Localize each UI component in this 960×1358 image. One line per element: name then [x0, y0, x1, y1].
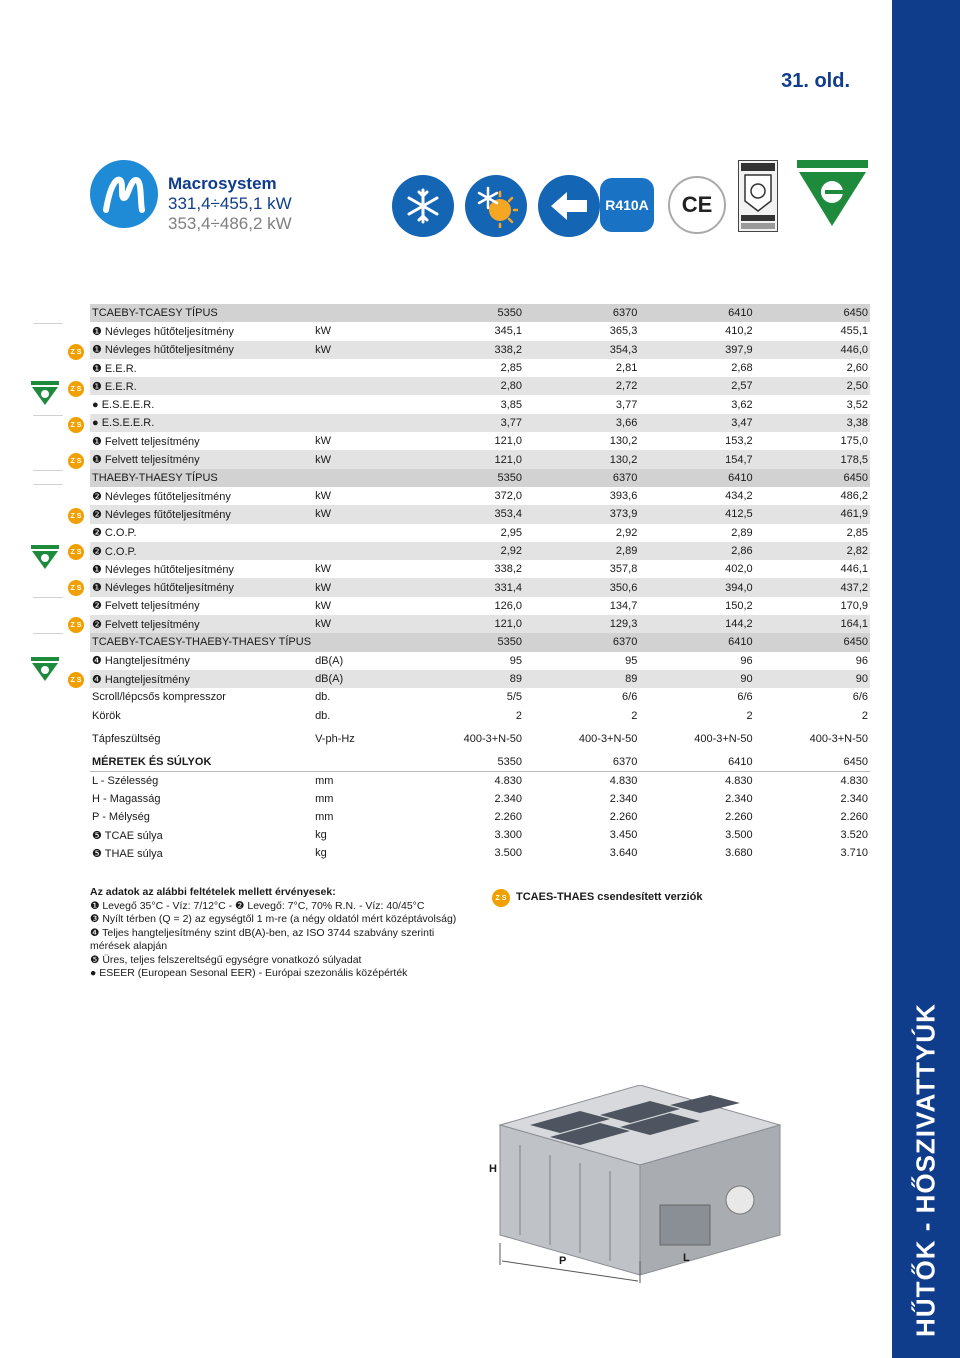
row-value: 3.450	[609, 829, 638, 842]
table-row	[90, 395, 870, 413]
row-value: 6450	[755, 633, 870, 651]
row-value: 6410	[639, 304, 754, 322]
row-value: 393,6	[609, 490, 638, 503]
note-line: ❸ Nyílt térben (Q = 2) az egységtől 1 m-re (a négy oldatól mért középtávolság)	[90, 913, 457, 925]
row-value: 6370	[524, 753, 639, 771]
row-value: 3.500	[725, 829, 753, 842]
row-value: 6410	[639, 633, 754, 651]
row-value: 412,5	[639, 505, 754, 523]
row-value: 434,2	[725, 490, 753, 503]
table-row	[90, 808, 870, 826]
row-value: 354,3	[524, 341, 639, 359]
notes	[90, 886, 470, 981]
page-number: 31. old.	[781, 70, 850, 92]
notes-title: Az adatok az alábbi feltételek mellett érvényesek:	[90, 886, 336, 898]
table-row	[90, 524, 870, 542]
row-value: 338,2	[409, 341, 524, 359]
table-row	[90, 377, 870, 395]
row-value: 89	[524, 670, 639, 688]
row-value: 373,9	[524, 505, 639, 523]
row-unit: V-ph-Hz	[315, 732, 355, 745]
row-value: 3,38	[755, 414, 870, 432]
note-line: ❺ Üres, teljes felszereltségű egységre vonatkozó súlyadat	[90, 953, 362, 966]
table-row	[90, 725, 870, 753]
row-value: 3.710	[840, 847, 868, 860]
table-header-row	[90, 469, 870, 487]
row-value: 455,1	[840, 325, 868, 338]
row-value: 2,85	[500, 362, 523, 375]
silent-version-badge: Z S	[68, 672, 84, 688]
row-value: 96	[855, 654, 868, 667]
side-label: HŰTŐK - HŐSZIVATTYÚK	[910, 1003, 941, 1337]
row-value: 6450	[755, 469, 870, 487]
row-unit: kW	[315, 325, 331, 338]
row-value: 3,47	[639, 414, 754, 432]
brand-title: Macrosystem	[168, 174, 277, 193]
row-label: ● E.S.E.E.R.	[90, 414, 313, 432]
row-unit	[313, 542, 409, 560]
row-label: ❷ Névleges fűtőteljesítmény	[90, 505, 313, 523]
eurovent-mini-icon	[30, 656, 60, 682]
row-value: 4.830	[494, 774, 523, 787]
row-label: ❶ Névleges hűtőteljesítmény	[92, 563, 234, 576]
row-value: 2,57	[639, 377, 754, 395]
row-unit: db.	[315, 709, 331, 722]
row-label: ❷ Felvett teljesítmény	[90, 615, 313, 633]
row-value: 461,9	[755, 505, 870, 523]
row-value: 400-3+N-50	[578, 732, 638, 745]
table-row	[90, 542, 870, 560]
row-value: 2	[746, 709, 753, 722]
table-row	[90, 688, 870, 706]
row-value: 6410	[639, 753, 754, 771]
row-value: 2,89	[524, 542, 639, 560]
note-line: ❶ Levegő 35°C - Víz: 7/12°C - ❷ Levegő: 7°C, 70% R.N. - Víz: 40/45°C	[90, 899, 425, 912]
row-value: 2.260	[840, 810, 868, 823]
row-unit: kW	[315, 435, 331, 448]
row-value: 410,2	[725, 325, 753, 338]
dimension-l-label: L	[683, 1252, 690, 1264]
row-value: 400-3+N-50	[809, 732, 868, 745]
row-value: 338,2	[494, 563, 523, 576]
silent-version-badge: Z S	[492, 889, 510, 907]
row-value: 2,85	[846, 526, 868, 539]
row-label: ❷ Felvett teljesítmény	[92, 600, 200, 613]
ce-mark-icon: CE	[668, 176, 726, 234]
row-value: 397,9	[639, 341, 754, 359]
row-value: 2,89	[731, 526, 753, 539]
arrow-left-icon	[538, 175, 600, 237]
r410a-badge: R410A	[600, 178, 654, 232]
brand-capacity-cooling: 331,4÷455,1 kW	[168, 194, 292, 213]
table-row	[90, 844, 870, 862]
row-value: 3.520	[840, 829, 868, 842]
silent-version-badge: Z S	[68, 508, 84, 524]
row-value: 331,4	[409, 578, 524, 596]
row-value: 3,52	[846, 398, 868, 411]
row-unit	[313, 414, 409, 432]
row-label: L - Szélesség	[92, 774, 159, 787]
table-row	[90, 826, 870, 844]
eurovent-mini-icon	[30, 380, 60, 406]
silent-version-badge: Z S	[68, 453, 84, 469]
row-value: 2.340	[609, 792, 638, 805]
row-unit: mm	[315, 810, 334, 823]
row-value: 6450	[755, 304, 870, 322]
row-value: 372,0	[494, 490, 523, 503]
row-value: 2.340	[725, 792, 753, 805]
margin-rule	[33, 323, 63, 324]
bureau-veritas-icon	[738, 160, 778, 232]
table-row	[90, 771, 870, 789]
row-value: 2,92	[409, 542, 524, 560]
row-label: Körök	[92, 709, 121, 722]
row-value: 402,0	[725, 563, 753, 576]
row-label: Tápfeszültség	[92, 732, 161, 745]
row-value: 2,82	[755, 542, 870, 560]
row-unit	[313, 395, 409, 413]
row-label: ❷ C.O.P.	[92, 527, 137, 540]
table-header-row	[90, 304, 870, 322]
row-value: 357,8	[609, 563, 638, 576]
silent-version-badge: Z S	[68, 544, 84, 560]
row-value: 2,50	[755, 377, 870, 395]
row-unit: kW	[313, 615, 409, 633]
margin-rule	[33, 470, 63, 471]
table-row	[90, 414, 870, 432]
table-row	[90, 450, 870, 468]
row-value: 486,2	[840, 490, 868, 503]
table-header-row	[90, 633, 870, 651]
row-value: 2,92	[615, 526, 638, 539]
sun-snowflake-icon	[465, 175, 527, 237]
dimension-p-label: P	[559, 1255, 567, 1267]
table-row	[90, 487, 870, 505]
row-value: 2.260	[609, 810, 638, 823]
row-value: 3.640	[609, 847, 638, 860]
row-unit: kg	[315, 847, 327, 860]
row-label: ❶ Névleges hűtőteljesítmény	[92, 325, 234, 338]
note-line: ● ESEER (European Sesonal EER) - Európai szezonális középérték	[90, 967, 408, 979]
silent-version-badge: Z S	[68, 617, 84, 633]
table-row	[90, 707, 870, 725]
row-value: 2	[861, 709, 868, 722]
row-unit	[313, 469, 409, 487]
row-value: 3.500	[494, 847, 523, 860]
row-label: THAEBY-THAESY TÍPUS	[90, 469, 313, 487]
row-value: 6370	[524, 304, 639, 322]
row-label: ❶ Felvett teljesítmény	[90, 450, 313, 468]
row-label: MÉRETEK ÉS SÚLYOK	[90, 753, 313, 771]
row-unit: kW	[315, 490, 331, 503]
row-value: 2	[515, 709, 523, 722]
row-value: 2,68	[731, 362, 753, 375]
eurovent-mini-icon	[30, 544, 60, 570]
row-unit: mm	[315, 792, 334, 805]
row-value: 345,1	[494, 325, 523, 338]
row-value: 144,2	[639, 615, 754, 633]
snowflake-icon	[392, 175, 454, 237]
row-label: ❺ THAE súlya	[92, 847, 163, 860]
table-row	[90, 578, 870, 596]
row-value: 2.260	[494, 810, 523, 823]
silent-version-badge: Z S	[68, 381, 84, 397]
row-value: 3.680	[725, 847, 753, 860]
table-row	[90, 615, 870, 633]
row-value: 5350	[409, 304, 524, 322]
row-value: 2	[631, 709, 638, 722]
row-label: ❶ Névleges hűtőteljesítmény	[90, 341, 313, 359]
row-unit	[313, 304, 409, 322]
row-unit: kW	[313, 450, 409, 468]
row-value: 6410	[639, 469, 754, 487]
row-value: 446,0	[755, 341, 870, 359]
row-unit	[313, 633, 409, 651]
row-label: TCAEBY-TCAESY TÍPUS	[90, 304, 313, 322]
table-row	[90, 322, 870, 340]
row-value: 2,81	[615, 362, 638, 375]
row-unit	[313, 524, 409, 542]
row-value: 365,3	[609, 325, 638, 338]
row-label: TCAEBY-TCAESY-THAEBY-THAESY TÍPUS	[90, 633, 313, 651]
row-label: ❶ E.E.R.	[92, 362, 137, 375]
row-label: ❷ C.O.P.	[90, 542, 313, 560]
row-value: 2.340	[840, 792, 868, 805]
row-unit	[313, 359, 409, 377]
row-value: 6/6	[737, 691, 753, 704]
row-value: 2,80	[409, 377, 524, 395]
row-value: 130,2	[609, 435, 638, 448]
row-value: 3,85	[500, 398, 523, 411]
table-row	[90, 652, 870, 670]
spec-table	[90, 304, 870, 863]
dimension-h-label: H	[489, 1163, 497, 1175]
row-unit: dB(A)	[315, 654, 344, 667]
row-label: ❷ Névleges fűtőteljesítmény	[92, 490, 231, 503]
row-label: H - Magasság	[92, 792, 161, 805]
row-value: 400-3+N-50	[463, 732, 523, 745]
row-value: 4.830	[840, 774, 868, 787]
row-unit: kW	[313, 578, 409, 596]
row-unit: kW	[315, 599, 331, 612]
table-row	[90, 597, 870, 615]
row-value: 6/6	[622, 691, 638, 704]
legend-text: TCAES-THAES csendesített verziók	[516, 891, 703, 903]
row-label: ❺ TCAE súlya	[92, 829, 163, 842]
row-value: 5350	[409, 753, 524, 771]
row-unit: mm	[315, 774, 334, 787]
row-value: 154,7	[639, 450, 754, 468]
row-value: 134,7	[609, 599, 638, 612]
row-value: 95	[625, 654, 638, 667]
row-unit: db.	[315, 691, 331, 704]
row-label: ❹ Hangteljesítmény	[92, 655, 190, 668]
row-value: 96	[740, 654, 753, 667]
row-value: 3,66	[524, 414, 639, 432]
row-value: 350,6	[524, 578, 639, 596]
row-value: 5350	[409, 633, 524, 651]
row-value: 121,0	[494, 435, 523, 448]
eurovent-icon	[795, 158, 870, 230]
silent-version-badge: Z S	[68, 580, 84, 596]
row-value: 3,77	[409, 414, 524, 432]
row-unit: kg	[315, 829, 327, 842]
row-value: 394,0	[639, 578, 754, 596]
silent-version-badge: Z S	[68, 344, 84, 360]
row-value: 164,1	[755, 615, 870, 633]
margin-rule	[33, 633, 63, 634]
row-value: 178,5	[755, 450, 870, 468]
row-unit: kW	[313, 505, 409, 523]
row-value: 2,86	[639, 542, 754, 560]
row-value: 6370	[524, 633, 639, 651]
table-header-row	[90, 753, 870, 771]
row-value: 2.340	[494, 792, 523, 805]
margin-rule	[33, 415, 63, 416]
row-value: 90	[639, 670, 754, 688]
row-value: 4.830	[725, 774, 753, 787]
row-value: 2,60	[846, 362, 868, 375]
row-value: 130,2	[524, 450, 639, 468]
row-value: 170,9	[840, 599, 868, 612]
table-row	[90, 432, 870, 450]
row-value: 5350	[409, 469, 524, 487]
silent-version-badge: Z S	[68, 417, 84, 433]
row-value: 6370	[524, 469, 639, 487]
row-label: Scroll/lépcsős kompresszor	[92, 691, 226, 704]
row-value: 175,0	[840, 435, 868, 448]
row-value: 90	[755, 670, 870, 688]
row-unit: kW	[313, 341, 409, 359]
row-value: 3,77	[615, 398, 638, 411]
row-label: ● E.S.E.E.R.	[92, 398, 155, 411]
row-value: 4.830	[609, 774, 638, 787]
row-value: 121,0	[409, 450, 524, 468]
note-line: ❹ Teljes hangteljesítmény szint dB(A)-ben, az ISO 3744 szabvány szerinti mérések alapján	[90, 926, 435, 952]
row-value: 6/6	[852, 691, 868, 704]
row-value: 3,62	[731, 398, 753, 411]
row-value: 95	[509, 654, 523, 667]
row-label: ❶ E.E.R.	[90, 377, 313, 395]
row-value: 400-3+N-50	[694, 732, 753, 745]
table-row	[90, 341, 870, 359]
row-value: 153,2	[725, 435, 753, 448]
row-value: 446,1	[840, 563, 868, 576]
brand-capacity-heating: 353,4÷486,2 kW	[168, 214, 292, 233]
table-row	[90, 670, 870, 688]
row-value: 2,72	[524, 377, 639, 395]
row-value: 126,0	[494, 599, 523, 612]
row-value: 121,0	[409, 615, 524, 633]
row-label: ❹ Hangteljesítmény	[90, 670, 313, 688]
row-unit: kW	[315, 563, 331, 576]
table-row	[90, 359, 870, 377]
row-value: 129,3	[524, 615, 639, 633]
row-value: 5/5	[506, 691, 523, 704]
margin-rule	[33, 597, 63, 598]
table-row	[90, 505, 870, 523]
row-label: ❶ Névleges hűtőteljesítmény	[90, 578, 313, 596]
table-row	[90, 789, 870, 807]
row-unit: dB(A)	[313, 670, 409, 688]
macrosystem-logo-icon	[90, 160, 158, 228]
chiller-unit-illustration	[490, 1085, 790, 1285]
row-label: ❶ Felvett teljesítmény	[92, 435, 200, 448]
row-label: P - Mélység	[92, 810, 150, 823]
row-unit	[313, 753, 409, 771]
row-value: 2.260	[725, 810, 753, 823]
margin-rule	[33, 484, 63, 485]
row-value: 3.300	[494, 829, 523, 842]
row-value: 150,2	[725, 599, 753, 612]
table-row	[90, 560, 870, 578]
row-value: 353,4	[409, 505, 524, 523]
row-value: 2,95	[500, 526, 523, 539]
row-value: 437,2	[755, 578, 870, 596]
row-value: 6450	[755, 753, 870, 771]
row-value: 89	[409, 670, 524, 688]
row-unit	[313, 377, 409, 395]
